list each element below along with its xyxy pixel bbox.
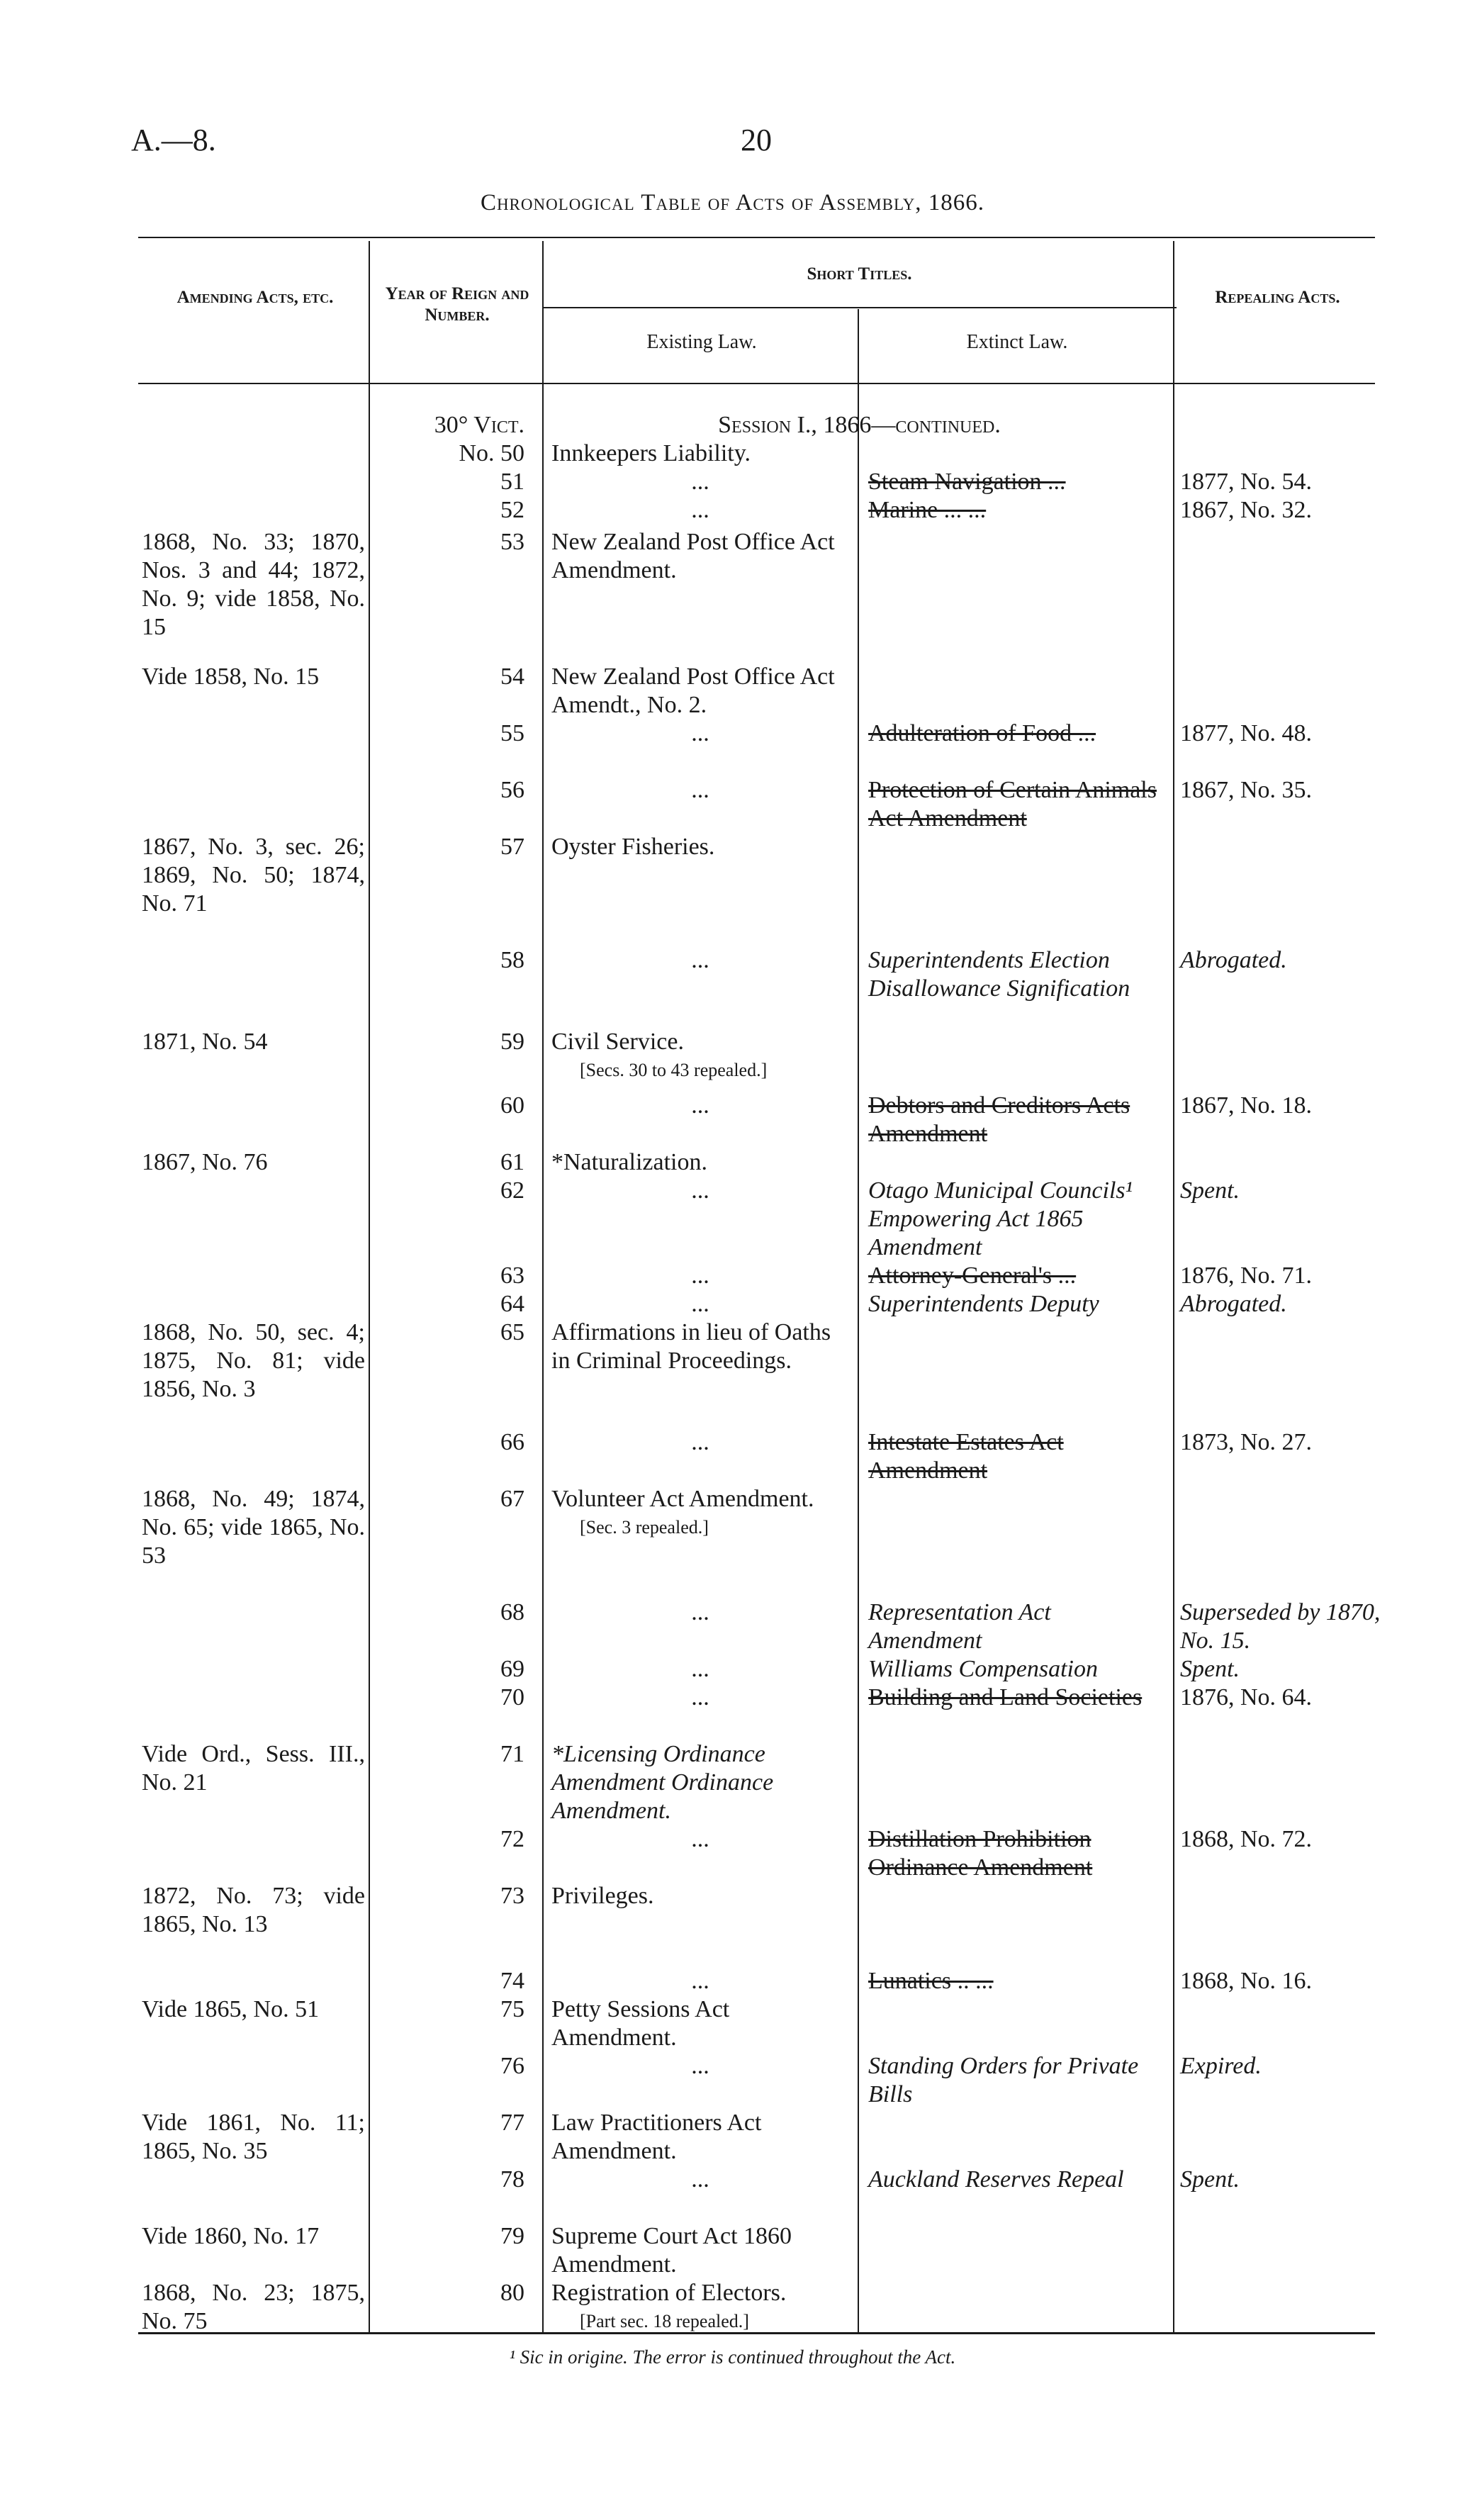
table-title: Chronological Table of Acts of Assembly, 1866. <box>480 190 985 215</box>
extinct-law-cell: Adulteration of Food ... <box>868 720 1096 746</box>
existing-law-cell: ... <box>691 2053 709 2079</box>
year-number-cell: 74 <box>500 1968 524 1994</box>
year-number-cell: 55 <box>500 720 524 746</box>
year-number-cell: 69 <box>500 1656 524 1682</box>
reign-label: 30° Vict. <box>434 412 524 438</box>
repealing-acts-cell: Abrogated. <box>1180 947 1287 973</box>
header-existing: Existing Law. <box>646 331 757 353</box>
existing-law-cell: Affirmations in lieu of Oaths in Criminal Proceedings. <box>551 1319 831 1374</box>
year-number-cell: 52 <box>500 497 524 523</box>
year-number-cell: 68 <box>500 1599 524 1625</box>
existing-law-cell: ... <box>691 497 709 523</box>
amending-acts-cell: Vide 1861, No. 11; 1865, No. 35 <box>142 2110 365 2164</box>
repealing-acts-cell: Expired. <box>1180 2053 1262 2079</box>
existing-law-cell: *Licensing Ordinance Amendment Ordinance Amendment. <box>551 1741 774 1824</box>
extinct-law-cell: Building and Land Societies <box>868 1684 1143 1710</box>
year-number-cell: 62 <box>500 1177 524 1204</box>
short-titles-rule <box>542 307 1177 308</box>
year-number-cell: 56 <box>500 777 524 803</box>
repealing-acts-cell: Abrogated. <box>1180 1291 1287 1317</box>
existing-law-cell: Innkeepers Liability. <box>551 440 751 466</box>
col-divider-2 <box>542 241 544 2332</box>
extinct-law-cell: Representation Act Amendment <box>868 1599 1051 1654</box>
year-number-cell: No. 50 <box>459 440 524 466</box>
header-short-titles: Short Titles. <box>807 264 912 284</box>
year-number-cell: 73 <box>500 1883 524 1909</box>
year-number-cell: 78 <box>500 2166 524 2193</box>
repealing-acts-cell: 1868, No. 72. <box>1180 1826 1313 1852</box>
footnote: ¹ Sic in origine. The error is continued throughout the Act. <box>509 2346 956 2368</box>
repealing-acts-cell: 1876, No. 64. <box>1180 1684 1313 1710</box>
extinct-law-cell: Intestate Estates Act Amendment <box>868 1429 1064 1484</box>
col-divider-1 <box>369 241 370 2332</box>
existing-law-cell: ... <box>691 2166 709 2193</box>
repeal-note: [Secs. 30 to 43 repealed.] <box>580 1060 768 1080</box>
year-number-cell: 59 <box>500 1029 524 1055</box>
existing-law-cell: ... <box>691 469 709 495</box>
existing-law-cell: Civil Service. [Secs. 30 to 43 repealed.] <box>551 1028 849 1085</box>
existing-law-cell: ... <box>691 1262 709 1289</box>
existing-law-cell: Supreme Court Act 1860 Amendment. <box>551 2223 792 2278</box>
page-id: A.—8. <box>131 123 216 157</box>
amending-acts-cell: 1868, No. 23; 1875, No. 75 <box>142 2280 365 2334</box>
year-number-cell: 67 <box>500 1486 524 1512</box>
amending-acts-cell: 1872, No. 73; vide 1865, No. 13 <box>142 1883 365 1937</box>
existing-law-cell: ... <box>691 1429 709 1455</box>
repeal-note: [Sec. 3 repealed.] <box>580 1517 709 1538</box>
repeal-note: [Part sec. 18 repealed.] <box>580 2311 749 2331</box>
repealing-acts-cell: 1873, No. 27. <box>1180 1429 1313 1455</box>
extinct-law-cell: Standing Orders for Private Bills <box>868 2053 1139 2107</box>
year-number-cell: 58 <box>500 947 524 973</box>
amending-acts-cell: Vide 1860, No. 17 <box>142 2223 320 2249</box>
year-number-cell: 60 <box>500 1092 524 1119</box>
existing-law-cell: ... <box>691 1177 709 1204</box>
existing-law-cell: ... <box>691 1092 709 1119</box>
extinct-law-cell: Marine ... ... <box>868 497 987 523</box>
repealing-acts-cell: 1876, No. 71. <box>1180 1262 1313 1289</box>
existing-law-cell: Volunteer Act Amendment. [Sec. 3 repealed.] <box>551 1485 849 1542</box>
existing-law-cell: Privileges. <box>551 1883 654 1909</box>
existing-law-cell: New Zealand Post Office Act Amendment. <box>551 529 835 583</box>
amending-acts-cell: 1868, No. 50, sec. 4; 1875, No. 81; vide 1856, No. 3 <box>142 1319 365 1402</box>
repealing-acts-cell: 1877, No. 48. <box>1180 720 1313 746</box>
year-number-cell: 61 <box>500 1149 524 1175</box>
repealing-acts-cell: 1867, No. 35. <box>1180 777 1313 803</box>
header-extinct: Extinct Law. <box>966 331 1068 353</box>
extinct-law-cell: Steam Navigation ... <box>868 469 1066 495</box>
year-number-cell: 53 <box>500 529 524 555</box>
amending-acts-cell: Vide Ord., Sess. III., No. 21 <box>142 1741 365 1796</box>
year-number-cell: 75 <box>500 1996 524 2022</box>
year-number-cell: 70 <box>500 1684 524 1710</box>
year-number-cell: 51 <box>500 469 524 495</box>
header-amending: Amending Acts, etc. <box>176 288 334 307</box>
existing-law-cell: ... <box>691 947 709 973</box>
top-rule <box>138 237 1375 238</box>
existing-law-cell: Law Practitioners Act Amendment. <box>551 2110 762 2164</box>
existing-law-cell: ... <box>691 720 709 746</box>
year-number-cell: 77 <box>500 2110 524 2136</box>
year-number-cell: 80 <box>500 2280 524 2306</box>
extinct-law-cell: Protection of Certain Animals Act Amendment <box>868 777 1157 831</box>
header-year: Year of Reign and Number. <box>385 284 529 325</box>
repealing-acts-cell: Spent. <box>1180 1656 1240 1682</box>
amending-acts-cell: Vide 1858, No. 15 <box>142 663 320 690</box>
existing-law-cell: ... <box>691 1599 709 1625</box>
existing-law-cell: ... <box>691 1684 709 1710</box>
extinct-law-cell: Attorney-General's ... <box>868 1262 1077 1289</box>
year-number-cell: 79 <box>500 2223 524 2249</box>
repealing-acts-cell: 1867, No. 18. <box>1180 1092 1313 1119</box>
col-divider-3 <box>858 309 859 2332</box>
page-number: 20 <box>741 123 772 157</box>
year-number-cell: 54 <box>500 663 524 690</box>
year-number-cell: 65 <box>500 1319 524 1345</box>
existing-law-cell: ... <box>691 1291 709 1317</box>
existing-law-cell: ... <box>691 1826 709 1852</box>
year-number-cell: 72 <box>500 1826 524 1852</box>
header-rule <box>138 383 1375 384</box>
repealing-acts-cell: Superseded by 1870, No. 15. <box>1180 1599 1381 1654</box>
repealing-acts-cell: 1877, No. 54. <box>1180 469 1313 495</box>
extinct-law-cell: Debtors and Creditors Acts Amendment <box>868 1092 1130 1147</box>
year-number-cell: 66 <box>500 1429 524 1455</box>
header-repealing: Repealing Acts. <box>1215 288 1340 307</box>
extinct-law-cell: Superintendents Deputy <box>868 1291 1099 1317</box>
repealing-acts-cell: Spent. <box>1180 1177 1240 1204</box>
year-number-cell: 76 <box>500 2053 524 2079</box>
amending-acts-cell: 1868, No. 33; 1870, Nos. 3 and 44; 1872, No. 9; vide 1858, No. 15 <box>142 529 365 640</box>
col-divider-4 <box>1173 241 1174 2332</box>
year-number-cell: 63 <box>500 1262 524 1289</box>
existing-law-cell: Registration of Electors. [Part sec. 18 repealed.] <box>551 2279 849 2336</box>
existing-law-cell: ... <box>691 1656 709 1682</box>
extinct-law-cell: Williams Compensation <box>868 1656 1098 1682</box>
repealing-acts-cell: 1867, No. 32. <box>1180 497 1313 523</box>
year-number-cell: 64 <box>500 1291 524 1317</box>
existing-law-cell: ... <box>691 777 709 803</box>
existing-law-cell: *Naturalization. <box>551 1149 707 1175</box>
amending-acts-cell: Vide 1865, No. 51 <box>142 1996 320 2022</box>
existing-law-cell: New Zealand Post Office Act Amendt., No. 2. <box>551 663 835 718</box>
amending-acts-cell: 1871, No. 54 <box>142 1029 268 1055</box>
extinct-law-cell: Otago Municipal Councils¹ Empowering Act 1865 Amendment <box>868 1177 1133 1260</box>
existing-law-cell: Petty Sessions Act Amendment. <box>551 1996 730 2051</box>
amending-acts-cell: 1868, No. 49; 1874, No. 65; vide 1865, No. 53 <box>142 1486 365 1569</box>
amending-acts-cell: 1867, No. 76 <box>142 1149 268 1175</box>
year-number-cell: 71 <box>500 1741 524 1767</box>
existing-law-cell: Oyster Fisheries. <box>551 834 715 860</box>
session-heading: Session I., 1866—continued. <box>718 412 1001 438</box>
extinct-law-cell: Distillation Prohibition Ordinance Amendment <box>868 1826 1093 1881</box>
amending-acts-cell: 1867, No. 3, sec. 26; 1869, No. 50; 1874, No. 71 <box>142 834 365 917</box>
repealing-acts-cell: Spent. <box>1180 2166 1240 2193</box>
existing-law-cell: ... <box>691 1968 709 1994</box>
year-number-cell: 57 <box>500 834 524 860</box>
extinct-law-cell: Auckland Reserves Repeal <box>868 2166 1124 2193</box>
extinct-law-cell: Lunatics .. ... <box>868 1968 994 1994</box>
extinct-law-cell: Superintendents Election Disallowance Signification <box>868 947 1130 1002</box>
repealing-acts-cell: 1868, No. 16. <box>1180 1968 1313 1994</box>
